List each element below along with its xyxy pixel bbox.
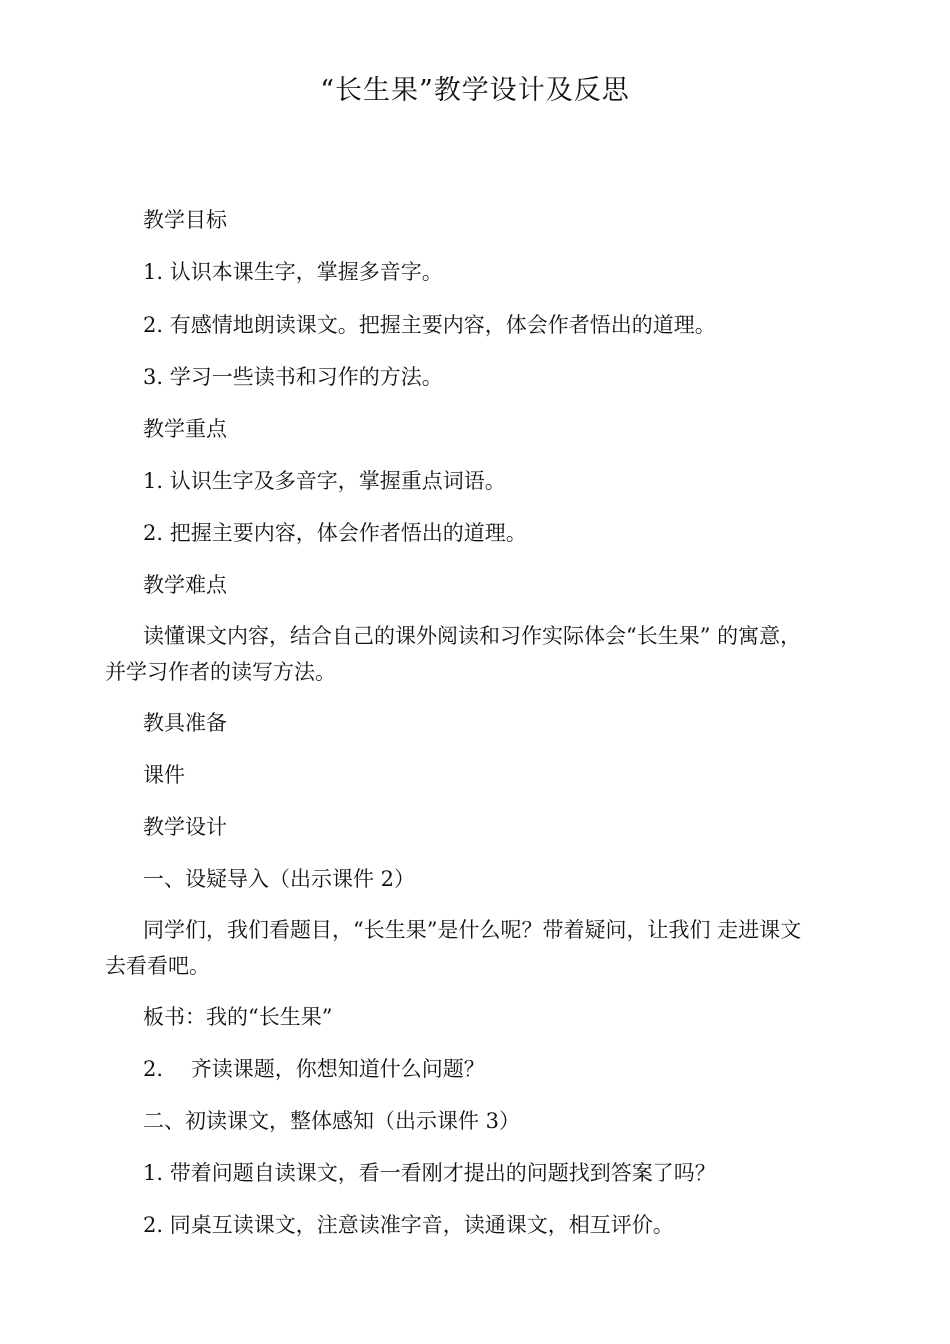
difficulty-paragraph [105,618,885,690]
document-title: “长生果”教学设计及反思 [320,75,630,106]
objective-item-2: 2. 有感情地朗读课文。把握主要内容，体会作者悟出的道理。 [143,313,716,337]
section-reading-heading: 二、初读课文，整体感知（出示课件 3） [143,1109,521,1133]
intro-line-1: 同学们，我们看题目，“长生果”是什么呢？带着疑问，让我们 走进课文 [143,918,802,942]
intro-step-2: 2. 齐读课题，你想知道什么问题？ [143,1057,485,1081]
intro-line-2: 去看看吧。 [105,954,210,978]
key-point-item-1: 1. 认识生字及多音字，掌握重点词语。 [143,469,506,493]
reading-step-1: 1. 带着问题自读课文，看一看刚才提出的问题找到答案了吗？ [143,1161,716,1185]
heading-objectives: 教学目标 [143,208,227,232]
blackboard-note: 板书：我的“长生果” [143,1005,333,1029]
key-point-item-2: 2. 把握主要内容，体会作者悟出的道理。 [143,521,527,545]
heading-materials: 教具准备 [143,711,227,735]
difficulty-line-1: 读懂课文内容，结合自己的课外阅读和习作实际体会“长生果” 的寓意， [143,624,802,648]
reading-step-2: 2. 同桌互读课文，注意读准字音，读通课文，相互评价。 [143,1213,674,1237]
objective-item-1: 1. 认识本课生字，掌握多音字。 [143,260,443,284]
heading-key-points: 教学重点 [143,417,227,441]
section-intro-heading: 一、设疑导入（出示课件 2） [143,867,416,891]
objective-item-3: 3. 学习一些读书和习作的方法。 [143,365,443,389]
materials-item: 课件 [143,763,185,787]
heading-difficulties: 教学难点 [143,573,227,597]
intro-paragraph [105,912,885,984]
difficulty-line-2: 并学习作者的读写方法。 [105,660,336,684]
heading-design: 教学设计 [143,815,227,839]
